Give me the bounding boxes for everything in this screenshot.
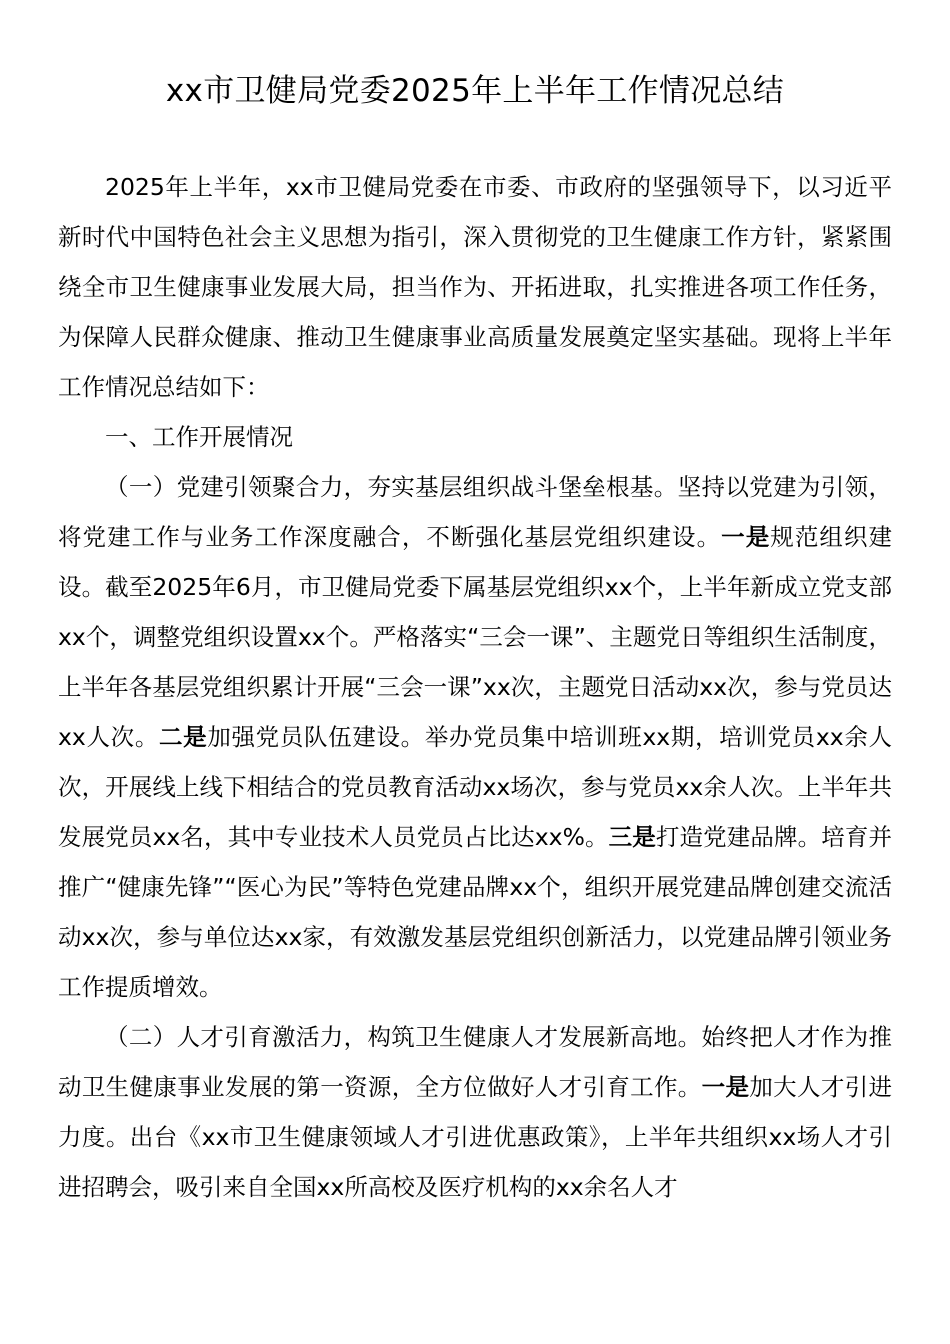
point-text: 加大人才引进力度。出台《xx市卫生健康领域人才引进优惠政策》，上半年共组织xx场人才引进招聘会，吸引来自全国xx所高校及医疗机构的xx余名人才 — [58, 1073, 893, 1201]
point-marker: 一是 — [721, 523, 771, 551]
section-heading: 一、工作开展情况 — [105, 423, 293, 451]
point-marker: 二是 — [159, 723, 208, 751]
paragraph-lead: （一）党建引领聚合力，夯实基层组织战斗堡垒根基。坚持以党建为引领，将党建工作与业务工作深度融合，不断强化基层党组织建设。 — [58, 473, 892, 551]
talent-paragraph — [58, 1012, 892, 1212]
point-text: 加强党员队伍建设。举办党员集中培训班xx期，培训党员xx余人次，开展线上线下相结合的党员教育活动xx场次，参与党员xx余人次。上半年共发展党员xx名，其中专业技术人员党员占比达xx%。 — [58, 723, 892, 851]
point-marker: 三是 — [608, 823, 656, 851]
party-building-paragraph — [58, 462, 892, 1012]
point-text: 规范组织建设。截至2025年6月，市卫健局党委下属基层党组织xx个，上半年新成立党支部xx个，调整党组织设置xx个。严格落实“三会一课”、主题党日等组织生活制度，上半年各基层党组织累计开展“三会一课”xx次，主题党日活动xx次，参与党员达xx人次。 — [58, 523, 893, 751]
document-title: xx市卫健局党委2025年上半年工作情况总结 — [165, 73, 785, 109]
intro-paragraph: 2025年上半年，xx市卫健局党委在市委、市政府的坚强领导下，以习近平新时代中国特色社会主义思想为指引，深入贯彻党的卫生健康工作方针，紧紧围绕全市卫生健康事业发展大局，担当作为、开拓进取，扎实推进各项工作任务，为保障人民群众健康、推动卫生健康事业高质量发展奠定坚实基础。现将上半年工作情况总结如下： — [58, 173, 892, 401]
paragraph-lead: （二）人才引育激活力，构筑卫生健康人才发展新高地。始终把人才作为推动卫生健康事业发展的第一资源，全方位做好人才引育工作。 — [58, 1023, 892, 1101]
point-marker: 一是 — [701, 1073, 750, 1101]
point-text: 打造党建品牌。培育并推广“健康先锋”“医心为民”等特色党建品牌xx个，组织开展党建品牌创建交流活动xx次，参与单位达xx家，有效激发基层党组织创新活力，以党建品牌引领业务工作提质增效。 — [58, 823, 893, 1001]
document-body — [58, 162, 892, 1212]
